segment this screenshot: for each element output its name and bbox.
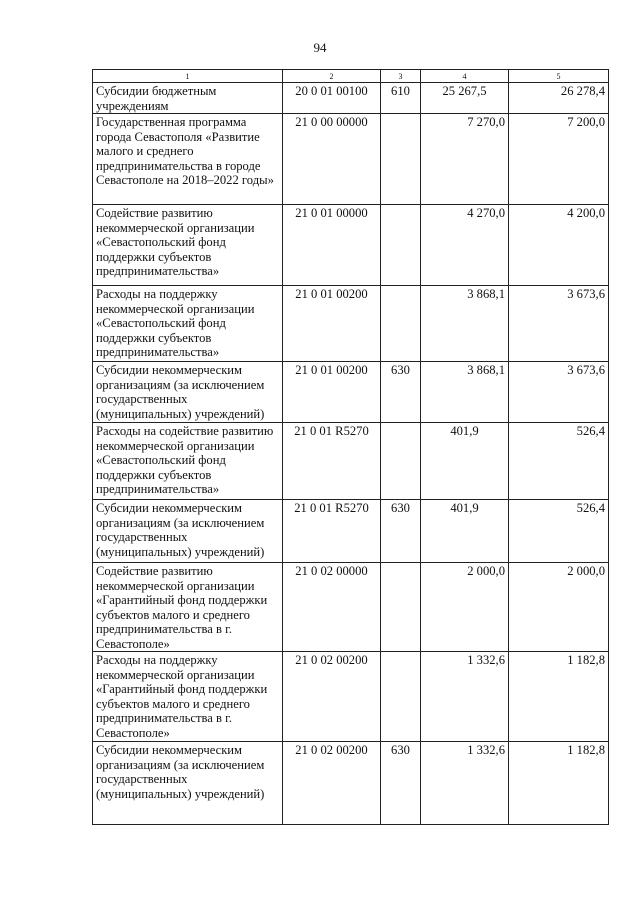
column-header-3: 3 xyxy=(381,70,421,83)
row-expense-type xyxy=(381,205,421,286)
table-row xyxy=(93,205,609,286)
row-value-1: 2 000,0 xyxy=(421,563,509,652)
row-code: 21 0 02 00200 xyxy=(283,652,381,742)
table-row xyxy=(93,423,609,500)
header-row xyxy=(93,70,609,83)
page-number: 94 xyxy=(313,40,327,55)
column-header-4: 4 xyxy=(421,70,509,83)
row-name: Расходы на поддержку некоммерческой организации «Гарантийный фонд поддержки субъектов малого и среднего предпринимательства в г. Севастополе» xyxy=(93,652,283,742)
row-value-1: 401,9 xyxy=(421,423,509,500)
column-header-5: 5 xyxy=(509,70,609,83)
row-value-2: 526,4 xyxy=(509,423,609,500)
row-value-2: 3 673,6 xyxy=(509,286,609,362)
table-row xyxy=(93,652,609,742)
row-expense-type xyxy=(381,423,421,500)
row-name: Содействие развитию некоммерческой организации «Гарантийный фонд поддержки субъектов малого и среднего предпринимательства в г. Севастополе» xyxy=(93,563,283,652)
row-expense-type: 630 xyxy=(381,362,421,423)
row-value-1: 3 868,1 xyxy=(421,362,509,423)
table-row xyxy=(93,563,609,652)
row-value-2: 3 673,6 xyxy=(509,362,609,423)
table-row xyxy=(93,286,609,362)
row-expense-type xyxy=(381,114,421,205)
row-name: Субсидии некоммерческим организациям (за исключением государственных (муниципальных) учреждений) xyxy=(93,500,283,563)
row-expense-type: 630 xyxy=(381,742,421,825)
row-expense-type xyxy=(381,652,421,742)
column-header-1: 1 xyxy=(93,70,283,83)
column-header-2: 2 xyxy=(283,70,381,83)
table-row xyxy=(93,742,609,825)
row-value-1: 3 868,1 xyxy=(421,286,509,362)
row-value-2: 4 200,0 xyxy=(509,205,609,286)
budget-table xyxy=(92,69,609,825)
row-value-2: 1 182,8 xyxy=(509,742,609,825)
row-code: 21 0 01 00000 xyxy=(283,205,381,286)
row-value-1: 401,9 xyxy=(421,500,509,563)
row-code: 21 0 01 00200 xyxy=(283,286,381,362)
row-code: 21 0 01 00200 xyxy=(283,362,381,423)
row-expense-type xyxy=(381,563,421,652)
row-name: Субсидии некоммерческим организациям (за исключением государственных (муниципальных) учреждений) xyxy=(93,742,283,825)
row-name: Государственная программа города Севастополя «Развитие малого и среднего предпринимательства в городе Севастополе на 2018–2022 годы» xyxy=(93,114,283,205)
row-code: 21 0 00 00000 xyxy=(283,114,381,205)
row-code: 21 0 02 00000 xyxy=(283,563,381,652)
row-expense-type xyxy=(381,286,421,362)
row-value-1: 25 267,5 xyxy=(421,83,509,114)
row-value-1: 1 332,6 xyxy=(421,742,509,825)
row-name: Расходы на содействие развитию некоммерческой организации «Севастопольский фонд поддержки субъектов предпринимательства» xyxy=(93,423,283,500)
table-row xyxy=(93,114,609,205)
row-name: Содействие развитию некоммерческой организации «Севастопольский фонд поддержки субъектов предпринимательства» xyxy=(93,205,283,286)
table-row xyxy=(93,362,609,423)
row-expense-type: 610 xyxy=(381,83,421,114)
row-value-2: 526,4 xyxy=(509,500,609,563)
row-code: 20 0 01 00100 xyxy=(283,83,381,114)
table-row xyxy=(93,500,609,563)
row-value-1: 7 270,0 xyxy=(421,114,509,205)
row-code: 21 0 02 00200 xyxy=(283,742,381,825)
row-value-1: 4 270,0 xyxy=(421,205,509,286)
row-code: 21 0 01 R5270 xyxy=(283,423,381,500)
row-value-2: 2 000,0 xyxy=(509,563,609,652)
row-value-2: 1 182,8 xyxy=(509,652,609,742)
row-name: Расходы на поддержку некоммерческой организации «Севастопольский фонд поддержки субъектов предпринимательства» xyxy=(93,286,283,362)
row-value-2: 7 200,0 xyxy=(509,114,609,205)
row-value-2: 26 278,4 xyxy=(509,83,609,114)
table-header xyxy=(93,70,609,83)
row-value-1: 1 332,6 xyxy=(421,652,509,742)
table-row xyxy=(93,83,609,114)
row-name: Субсидии бюджетным учреждениям xyxy=(93,83,283,114)
row-expense-type: 630 xyxy=(381,500,421,563)
row-code: 21 0 01 R5270 xyxy=(283,500,381,563)
row-name: Субсидии некоммерческим организациям (за исключением государственных (муниципальных) учреждений) xyxy=(93,362,283,423)
